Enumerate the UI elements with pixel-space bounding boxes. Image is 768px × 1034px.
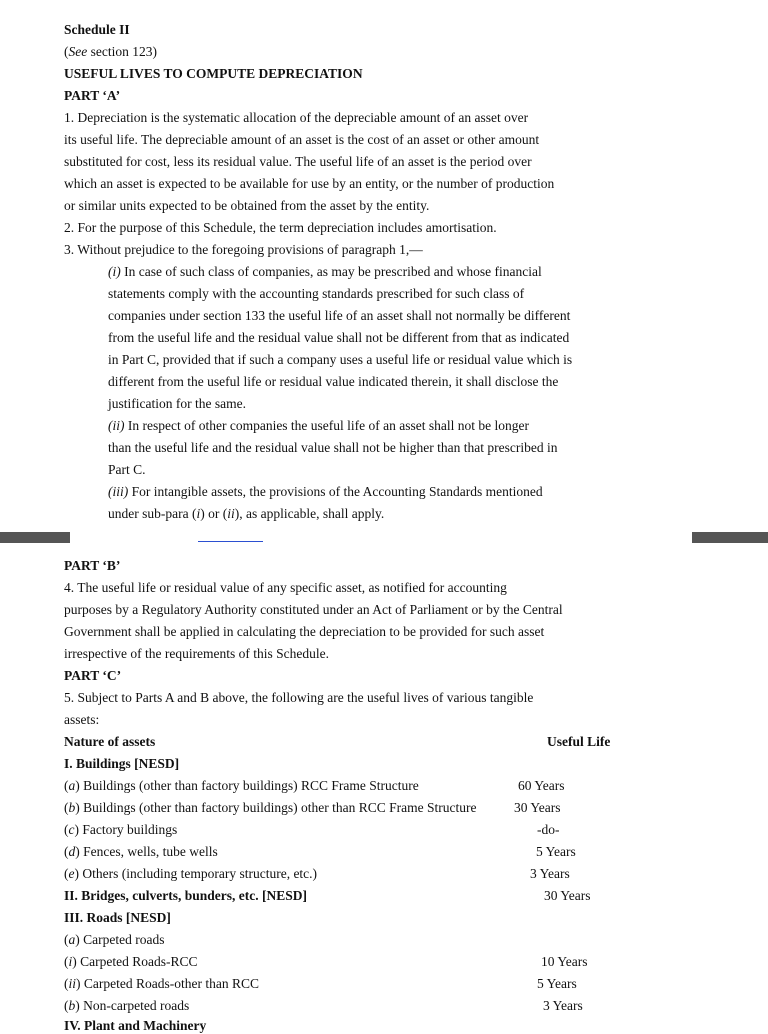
table-row-value: 5 Years <box>537 976 577 991</box>
table-row-value: 30 Years <box>544 888 591 903</box>
paragraph-line: 5. Subject to Parts A and B above, the following are the useful lives of various tangible <box>64 690 534 705</box>
paragraph-line: under sub-para (i) or (ii), as applicable, shall apply. <box>108 506 385 521</box>
table-row-label: III. Roads [NESD] <box>64 910 171 925</box>
paragraph-2: 2. For the purpose of this Schedule, the term depreciation includes amortisation. <box>64 220 497 235</box>
table-row-label: (ii) Carpeted Roads-other than RCC <box>64 976 259 991</box>
paragraph-line: companies under section 133 the useful life of an asset shall not normally be different <box>108 308 571 323</box>
paragraph-line: 4. The useful life or residual value of any specific asset, as notified for accounting <box>64 580 507 595</box>
paragraph-line: irrespective of the requirements of this Schedule. <box>64 646 330 661</box>
table-row-label: (c) Factory buildings <box>64 822 178 837</box>
paragraph-line: 1. Depreciation is the systematic allocation of the depreciable amount of an asset over <box>64 110 529 125</box>
table-row-value: 60 Years <box>518 778 565 793</box>
paragraph-line: substituted for cost, less its residual value. The useful life of an asset is the period over <box>64 154 532 169</box>
table-row-label: (b) Non-carpeted roads <box>64 998 190 1013</box>
paragraph-line: which an asset is expected to be available for use by an entity, or the number of production <box>64 176 555 191</box>
see-section-reference: (See section 123) <box>64 44 157 59</box>
schedule-heading: Schedule II <box>64 22 130 37</box>
column-header-nature: Nature of assets <box>64 734 156 749</box>
table-row-label: IV. Plant and Machinery <box>64 1018 207 1033</box>
paragraph-line: than the useful life and the residual value shall not be higher than that prescribed in <box>108 440 558 455</box>
paragraph-line: Part C. <box>108 462 146 477</box>
part-a-heading: PART ‘A’ <box>64 88 121 103</box>
table-row-label: I. Buildings [NESD] <box>64 756 180 771</box>
table-row-label: (e) Others (including temporary structure, etc.) <box>64 866 318 881</box>
paragraph-line: its useful life. The depreciable amount of an asset is the cost of an asset or other amount <box>64 132 540 147</box>
paragraph-line: in Part C, provided that if such a company uses a useful life or residual value which is <box>108 352 573 367</box>
table-row-value: 10 Years <box>541 954 588 969</box>
part-c-heading: PART ‘C’ <box>64 668 122 683</box>
table-row-value: -do- <box>537 822 560 837</box>
table-row-value: 30 Years <box>514 800 561 815</box>
paragraph-3: 3. Without prejudice to the foregoing provisions of paragraph 1,— <box>64 242 423 257</box>
part-b-heading: PART ‘B’ <box>64 558 121 573</box>
paragraph-line: justification for the same. <box>108 396 246 411</box>
table-row-value: 5 Years <box>536 844 576 859</box>
table-row-label: (d) Fences, wells, tube wells <box>64 844 218 859</box>
table-row-label: II. Bridges, culverts, bunders, etc. [NESD] <box>64 888 307 903</box>
paragraph-line: from the useful life and the residual value shall not be different from that as indicated <box>108 330 570 345</box>
document-title: USEFUL LIVES TO COMPUTE DEPRECIATION <box>64 66 363 81</box>
table-row-label: (a) Carpeted roads <box>64 932 165 947</box>
paragraph-line: (iii) For intangible assets, the provisions of the Accounting Standards mentioned <box>108 484 543 499</box>
paragraph-line: (ii) In respect of other companies the useful life of an asset shall not be longer <box>108 418 529 433</box>
paragraph-line: or similar units expected to be obtained from the asset by the entity. <box>64 198 430 213</box>
paragraph-line: assets: <box>64 712 100 727</box>
paragraph-line: statements comply with the accounting standards prescribed for such class of <box>108 286 525 301</box>
table-row-value: 3 Years <box>543 998 583 1013</box>
page-break-bar-left <box>0 532 70 543</box>
paragraph-line: (i) In case of such class of companies, as may be prescribed and whose financial <box>108 264 542 279</box>
paragraph-line: purposes by a Regulatory Authority constituted under an Act of Parliament or by the Central <box>64 602 563 617</box>
paragraph-line: different from the useful life or residual value indicated therein, it shall disclose the <box>108 374 559 389</box>
paragraph-line: Government shall be applied in calculating the depreciation to be provided for such asset <box>64 624 545 639</box>
column-header-useful-life: Useful Life <box>547 734 611 749</box>
table-row-label: (i) Carpeted Roads-RCC <box>64 954 198 969</box>
page-link-underline[interactable] <box>198 541 263 542</box>
table-row-label: (b) Buildings (other than factory buildings) other than RCC Frame Structure <box>64 800 477 815</box>
table-row-label: (a) Buildings (other than factory buildings) RCC Frame Structure <box>64 778 419 793</box>
page-break-bar-right <box>692 532 768 543</box>
table-row-value: 3 Years <box>530 866 570 881</box>
